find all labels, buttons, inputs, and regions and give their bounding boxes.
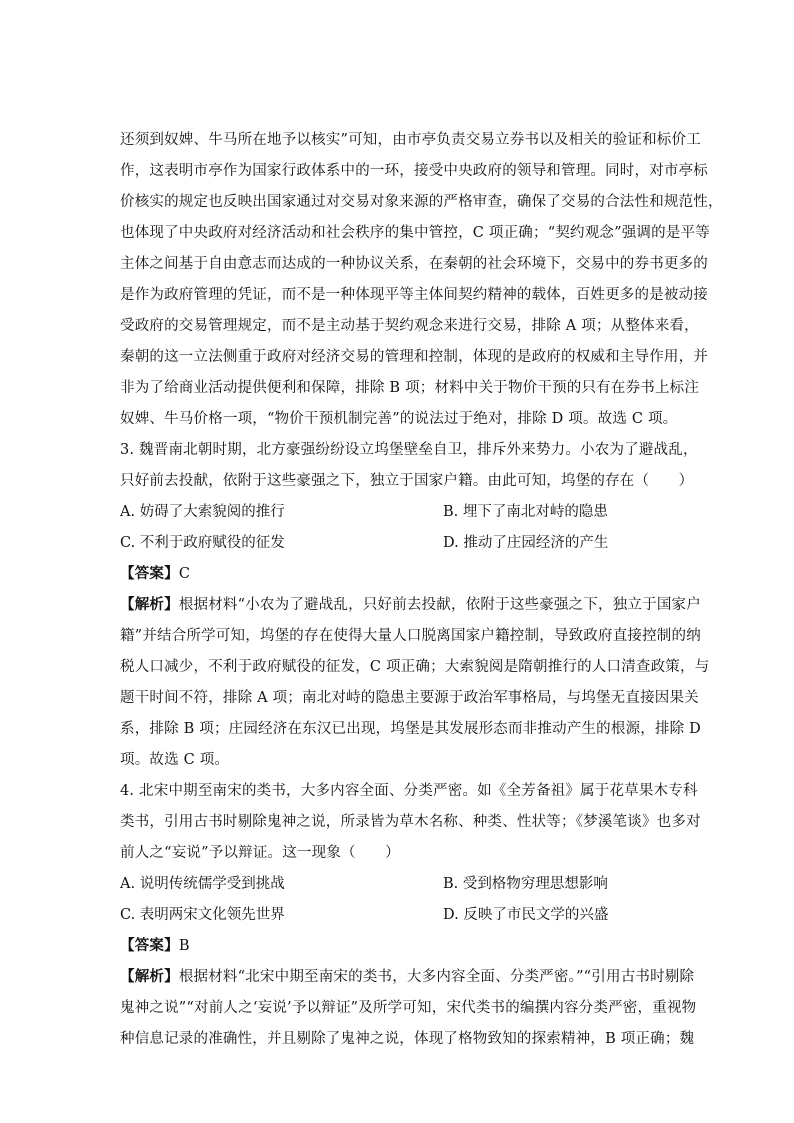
q3-option-a: A. 妨碍了大索貌阅的推行 [120,504,285,520]
q3-option-c: C. 不利于政府赋役的征发 [120,535,285,551]
analysis-line: 奴婢、牛马价格一项，“物价干预机制完善”的说法过于绝对，排除 D 项。故选 C 项。 [120,411,678,427]
answer-label: 【答案】 [120,937,179,954]
q3-analysis-line [120,594,701,616]
q4-option-d: D. 反映了市民文学的兴盛 [443,907,609,923]
analysis-text: 根据材料“北宋中期至南宋的类书，大多内容全面、分类严密。”“引用古书时剔除 [178,969,695,985]
q4-analysis-line [120,966,694,988]
q3-analysis-line: 税人口减少，不利于政府赋役的征发，C 项正确；大索貌阅是隋朝推行的人口清查政策，与 [120,659,710,675]
question-4-stem: 前人之“妄说”予以辩证。这一现象（ ） [120,845,400,861]
q3-answer [120,563,190,585]
analysis-line: 价核实的规定也反映出国家通过对交易对象来源的严格审查，确保了交易的合法性和规范性， [120,194,723,210]
answer-value: C [178,566,191,582]
q4-option-b: B. 受到格物穷理思想影响 [443,876,608,892]
q3-option-b: B. 埋下了南北对峙的隐患 [443,504,608,520]
question-3-stem: 3. 魏晋南北朝时期，北方豪强纷纷设立坞堡壁垒自卫，排斥外来势力。小农为了避战乱， [120,442,698,458]
q3-analysis-line: 项。故选 C 项。 [120,752,230,768]
q4-option-a: A. 说明传统儒学受到挑战 [120,876,285,892]
analysis-line: 受政府的交易管理规定，而不是主动基于契约观念来进行交易，排除 A 项；从整体来看， [120,318,699,334]
analysis-text: 根据材料“小农为了避战乱，只好前去投献，依附于这些豪强之下，独立于国家户 [178,597,701,613]
analysis-line: 作，这表明市亭作为国家行政体系中的一环，接受中央政府的领导和管理。同时，对市亭标 [120,163,708,179]
analysis-line: 主体之间基于自由意志而达成的一种协议关系，在秦朝的社会环境下，交易中的券书更多的 [120,256,708,272]
question-4-stem: 类书，引用古书时剔除鬼神之说，所录皆为草木名称、种类、性状等；《梦溪笔谈》也多对 [120,814,701,830]
analysis-line: 还须到奴婢、牛马所在地予以核实”可知，由市亭负责交易立券书以及相关的验证和标价工 [120,132,701,148]
analysis-line: 秦朝的这一立法侧重于政府对经济交易的管理和控制，体现的是政府的权威和主导作用，并 [120,349,708,365]
q4-analysis-line: 鬼神之说”“对前人之‘妄说’予以辩证”及所学可知，宋代类书的编撰内容分类严密，重视物 [120,1000,697,1016]
q4-option-c: C. 表明两宋文化领先世界 [120,907,285,923]
analysis-label: 【解析】 [120,968,179,985]
question-3-stem: 只好前去投献，依附于这些豪强之下，独立于国家户籍。由此可知，坞堡的存在（ ） [120,473,694,489]
answer-label: 【答案】 [120,565,179,582]
q4-analysis-line: 种信息记录的准确性，并且剔除了鬼神之说，体现了格物致知的探索精神，B 项正确；魏 [120,1031,695,1047]
q3-analysis-line: 籍”并结合所学可知，坞堡的存在使得大量人口脱离国家户籍控制，导致政府直接控制的纳 [120,628,701,644]
analysis-line: 也体现了中央政府对经济活动和社会秩序的集中管控，C 项正确；“契约观念”强调的是平等 [120,225,710,241]
analysis-line: 非为了给商业活动提供便利和保障，排除 B 项；材料中关于物价干预的只有在券书上标注 [120,380,700,396]
q3-analysis-line: 系，排除 B 项；庄园经济在东汉已出现，坞堡是其发展形态而非推动产生的根源，排除 D [120,721,702,737]
analysis-label: 【解析】 [120,596,179,613]
analysis-line: 是作为政府管理的凭证，而不是一种体现平等主体间契约精神的载体，百姓更多的是被动接 [120,287,708,303]
q3-option-d: D. 推动了庄园经济的产生 [443,535,609,551]
q3-analysis-line: 题干时间不符，排除 A 项；南北对峙的隐患主要源于政治军事格局，与坞堡无直接因果关 [120,690,699,706]
q4-answer [120,935,190,957]
question-4-stem: 4. 北宋中期至南宋的类书，大多内容全面、分类严密。如《全芳备祖》属于花草果木专科 [120,783,698,799]
answer-value: B [178,938,190,954]
